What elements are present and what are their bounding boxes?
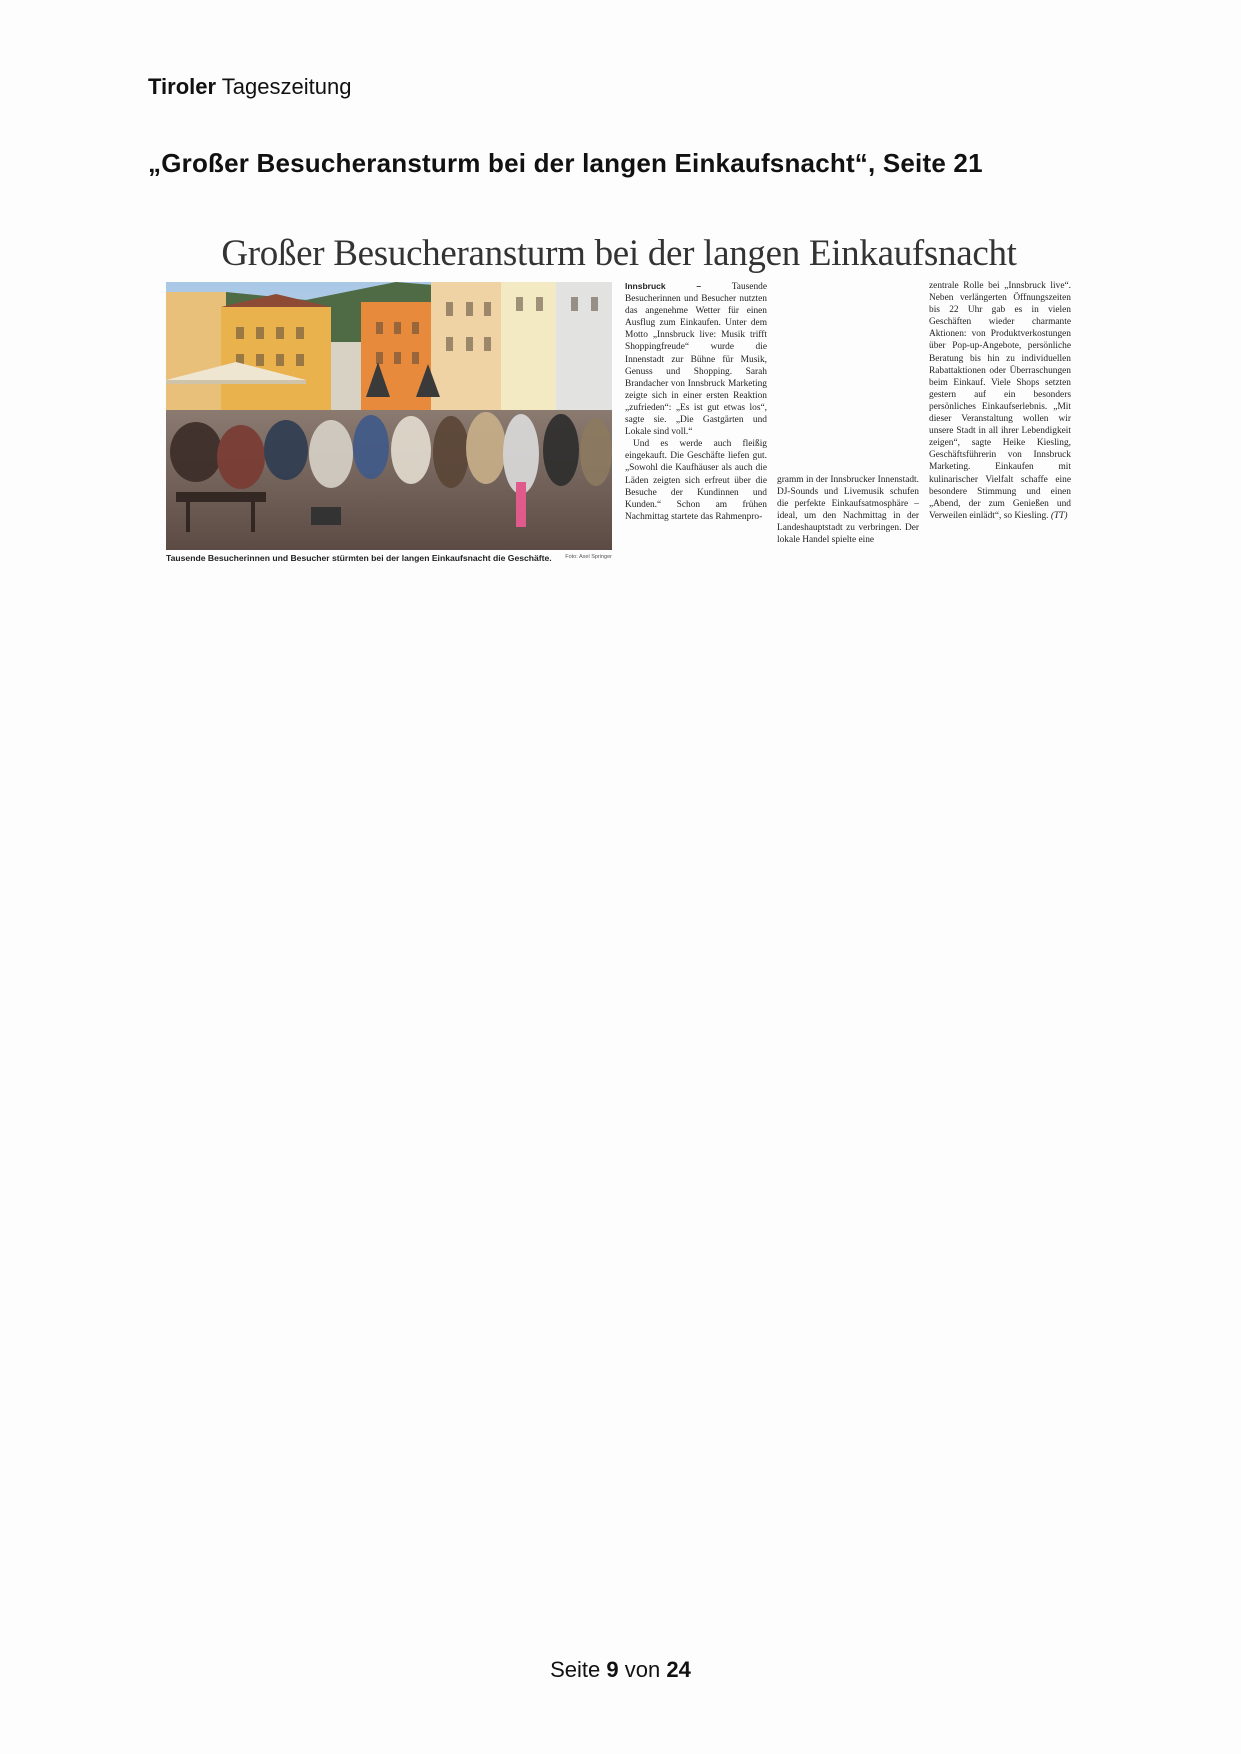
dateline: Innsbruck – [625, 281, 702, 291]
column1-lead: Tausende Besucherinnen und Besucher nutzten das angenehme Wetter für einen Ausflug zum Einkaufen. Unter dem Motto „Innsbruck live: Musik trifft Shoppingfreude“ wurde die Innenstadt zur Bühne für Musik, Genuss und Shopping. Sarah Brandacher von Innsbruck Marketing zeigte sich in einer ersten Reaktion „zufrieden“: „Es ist gut etwas los“, sagte sie. „Die Gastgärten und Lokale sind voll.“ [625, 282, 767, 438]
photo-caption-text: Tausende Besucherinnen und Besucher stürmten bei der langen Einkaufsnacht die Geschäfte. [166, 553, 552, 563]
article-column-3 [929, 280, 1071, 522]
current-page: 9 [606, 1657, 619, 1682]
newspaper-clipping [164, 232, 1074, 566]
author-signature: (TT) [1050, 510, 1068, 521]
column2-text: gramm in der Innsbrucker Innenstadt. DJ-Sounds und Livemusik schufen die perfekte Einkaufsatmosphäre – ideal, um den Nachmittag in der Landeshauptstadt zu verbringen. Der lokale Handel spielte eine [777, 475, 919, 546]
publication-name-bold: Tiroler [148, 74, 217, 99]
publication-name [148, 74, 351, 100]
publication-name-regular: Tageszeitung [221, 74, 352, 99]
page-number-middle: von [624, 1657, 661, 1682]
street-crowd-photo [166, 282, 612, 550]
column1-paragraph-2: Und es werde auch fleißig eingekauft. Die Geschäfte liefen gut. „Sowohl die Kaufhäuser als auch die Läden zeigten sich erfreut über die Besuche der Kundinnen und Kunden.“ Schon am frühen Nachmittag startete das Rahmenpro- [625, 439, 767, 522]
photo-credit: Foto: Axel Springer [565, 554, 612, 560]
article-reference-headline: „Großer Besucheransturm bei der langen Einkaufsnacht“, Seite 21 [148, 148, 983, 178]
article-column-1 [625, 280, 767, 523]
column3-text: zentrale Rolle bei „Innsbruck live“. Neben verlängerten Öffnungszeiten bis 22 Uhr gab es in vielen Geschäften wieder charmante Aktionen: von Produktverkostungen über Pop-up-Angebote, persönliche Beratung bis hin zu individuellen Rabattaktionen oder Überraschungen beim Einkauf. Viele Shops setzten gestern auf ein besonders persönliches Einkaufserlebnis. „Mit dieser Veranstaltung wollen wir unsere Stadt in all ihrer Lebendigkeit zeigen“, sagte Heike Kiesling, Geschäftsführerin von Innsbruck Marketing. Einkaufen mit kulinarischer Vielfalt schaffe eine besondere Stimmung und einen „Abend, der zum Genießen und Verweilen einlädt“, so Kiesling. [929, 281, 1071, 521]
page-number [0, 1657, 1241, 1683]
article-column-2 [777, 474, 919, 547]
photo-caption [166, 553, 612, 563]
clipping-title: Großer Besucheransturm bei der langen Einkaufsnacht [221, 233, 1017, 274]
page-number-prefix: Seite [550, 1657, 601, 1682]
total-pages: 24 [666, 1657, 691, 1682]
